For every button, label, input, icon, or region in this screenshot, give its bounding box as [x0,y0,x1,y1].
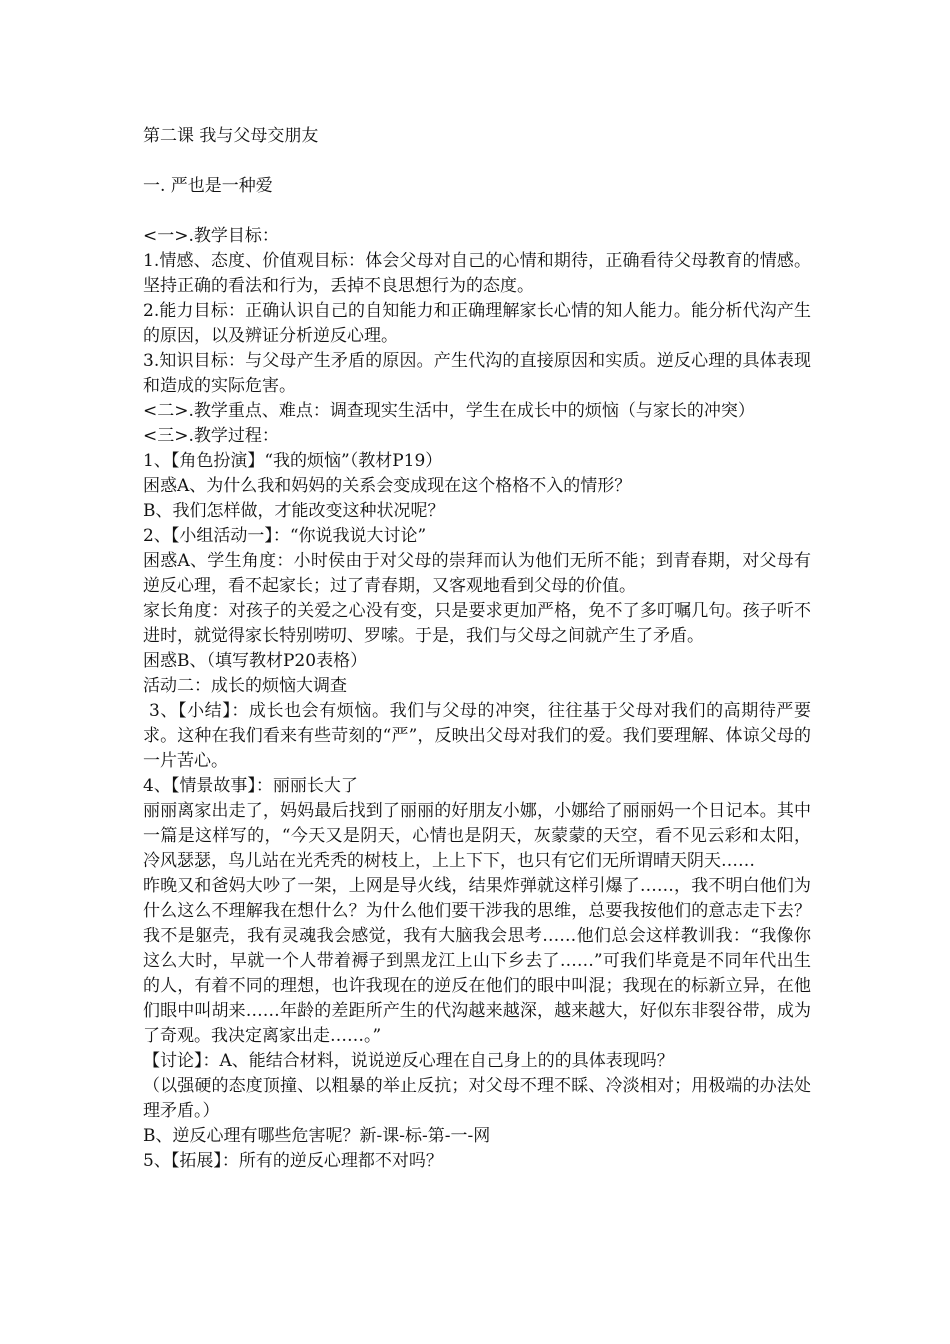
question-2a-student: 困惑A、学生角度：小时侯由于对父母的崇拜而认为他们无所不能；到青春期，对父母有逆反心理，看不起家长；过了青春期，又客观地看到父母的价值。 [143,551,811,596]
process-heading: <三>.教学过程： [143,426,279,446]
goal-emotion: 1.情感、态度、价值观目标：体会父母对自己的心情和期待，正确看待父母教育的情感。坚持正确的看法和行为，丢掉不良思想行为的态度。 [143,251,811,296]
step-story: 4、【情景故事】：丽丽长大了 [143,776,358,796]
question-2b: 困惑B、（填写教材P20表格） [143,651,368,671]
step-summary: 3、【小结】：成长也会有烦恼。我们与父母的冲突，往往基于父母对我们的高期待严要求。这种在我们看来有些苛刻的“严”，反映出父母对我们的爱。我们要理解、体谅父母的一片苦心。 [143,701,811,771]
lesson-title: 第二课 我与父母交朋友 [143,126,319,146]
question-2a-parent: 家长角度：对孩子的关爱之心没有变，只是要求更加严格，免不了多叮嘱几句。孩子听不进时，就觉得家长特别唠叨、罗嗦。于是，我们与父母之间就产生了矛盾。 [143,601,811,646]
goal-knowledge: 3.知识目标：与父母产生矛盾的原因。产生代沟的直接原因和实质。逆反心理的具体表现和造成的实际危害。 [143,351,811,396]
question-1a: 困惑A、为什么我和妈妈的关系会变成现在这个格格不入的情形？ [143,476,632,496]
step-group-activity: 2、【小组活动一】：“你说我说大讨论” [143,526,427,546]
section-heading: 一. 严也是一种爱 [143,176,273,196]
key-points: <二>.教学重点、难点：调查现实生活中，学生在成长中的烦恼（与家长的冲突） [143,401,755,421]
goal-ability: 2.能力目标：正确认识自己的自知能力和正确理解家长心情的知人能力。能分析代沟产生的原因，以及辨证分析逆反心理。 [143,301,811,346]
step-role-play: 1、【角色扮演】“我的烦恼”（教材P19） [143,451,443,471]
step-extension: 5、【拓展】：所有的逆反心理都不对吗？ [143,1151,443,1171]
discussion-a: 【讨论】：A、能结合材料，说说逆反心理在自己身上的的具体表现吗？ [143,1051,674,1071]
question-1b: B、我们怎样做，才能改变这种状况呢？ [143,501,445,521]
document-body [143,124,811,1174]
goals-heading: <一>.教学目标： [143,226,279,246]
story-paragraph-1: 丽丽离家出走了，妈妈最后找到了丽丽的好朋友小娜，小娜给了丽丽妈一个日记本。其中一篇是这样写的，“今天又是阴天，心情也是阴天，灰蒙蒙的天空，看不见云彩和太阳，冷风瑟瑟，鸟儿站在光秃秃的树枝上，上上下下，也只有它们无所谓晴天阴天…… [143,801,811,871]
activity-survey: 活动二：成长的烦恼大调查 [143,676,347,696]
discussion-b: B、逆反心理有哪些危害呢？新-课-标-第-一-网 [143,1126,491,1146]
discussion-answer: （以强硬的态度顶撞、以粗暴的举止反抗；对父母不理不睬、冷淡相对；用极端的办法处理矛盾。） [143,1076,811,1121]
story-paragraph-2: 昨晚又和爸妈大吵了一架，上网是导火线，结果炸弹就这样引爆了……，我不明白他们为什么这么不理解我在想什么？为什么他们要干涉我的思维，总要我按他们的意志走下去？我不是躯壳，我有灵魂我会感觉，我有大脑我会思考……他们总会这样教训我：“我像你这么大时，早就一个人带着褥子到黑龙江上山下乡去了……”可我们毕竟是不同年代出生的人，有着不同的理想，也许我现在的逆反在他们的眼中叫混；我现在的标新立异，在他们眼中叫胡来……年龄的差距所产生的代沟越来越深，越来越大，好似东非裂谷带，成为了奇观。我决定离家出走……。” [143,876,811,1046]
